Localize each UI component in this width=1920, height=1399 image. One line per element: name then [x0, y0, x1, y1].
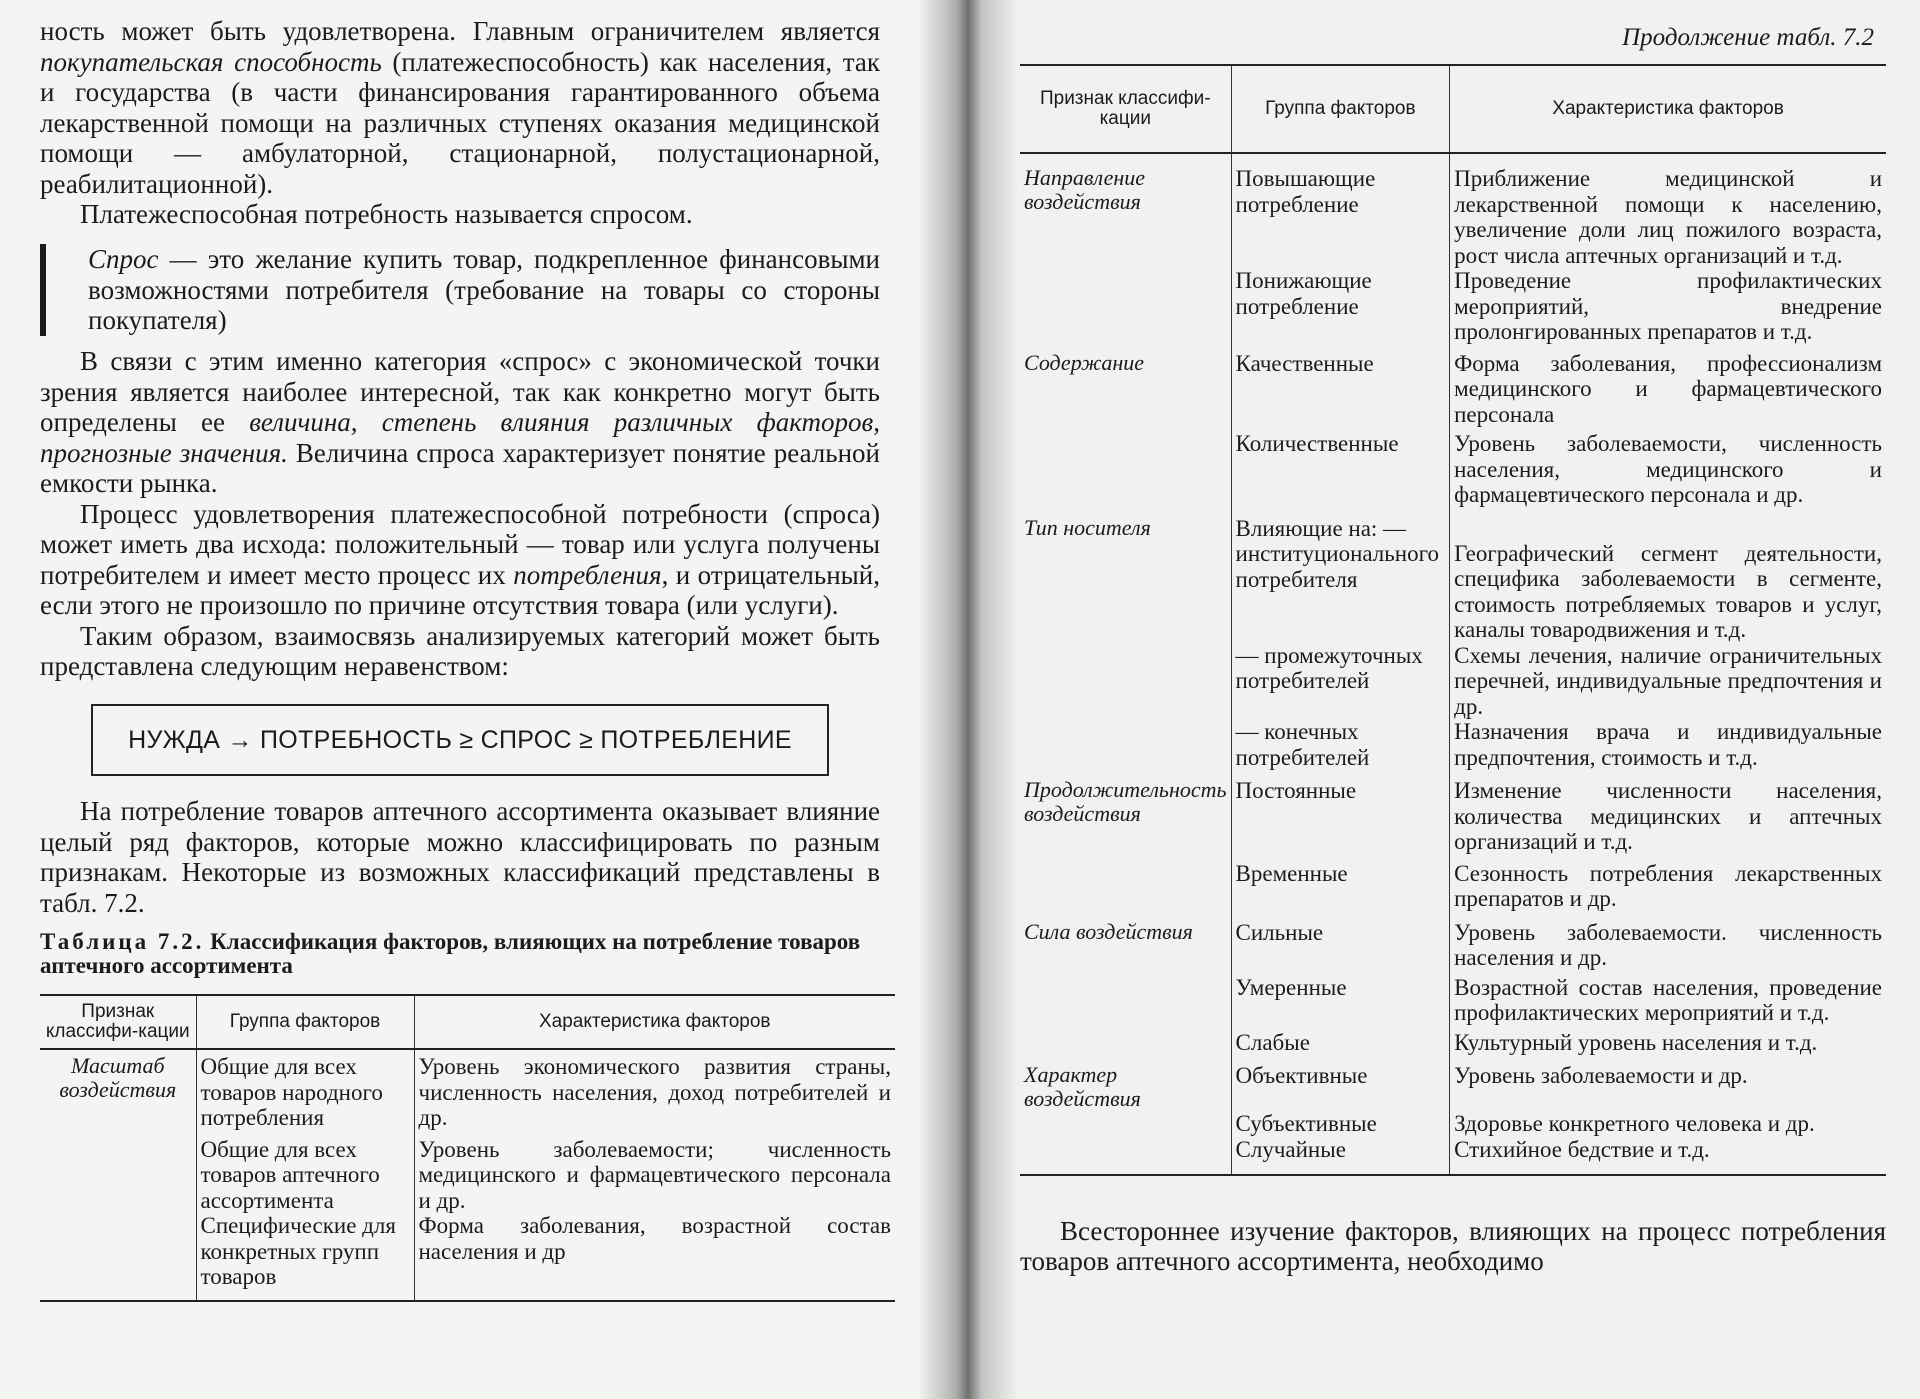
- left-page: [0, 0, 950, 1399]
- characteristic-cell: Уровень заболеваемости; численность медицинского и фармацевтического персонала и др.: [418, 1136, 891, 1213]
- table-row: [1020, 861, 1886, 920]
- group-cell: Повышающие потребление: [1231, 153, 1450, 268]
- formula-box: НУЖДА → ПОТРЕБНОСТЬ ≥ СПРОС ≥ ПОТРЕБЛЕНИЕ: [91, 704, 829, 776]
- criterion-cell: [1020, 431, 1231, 516]
- classification-table-part-1: [40, 994, 895, 1302]
- criterion-cell: [1020, 975, 1231, 1030]
- group-cell: Объективные: [1231, 1063, 1450, 1111]
- group-cell: Общие для всех товаров аптечного ассортимента: [196, 1137, 414, 1214]
- table-row: [1020, 1111, 1886, 1137]
- table-row: [1020, 516, 1886, 643]
- group-cell: — промежуточных потребителей: [1231, 643, 1450, 720]
- table-caption-text: Классификация факторов, влияющих на потребление товаров аптечного ассортимента: [40, 929, 861, 978]
- group-cell: Субъективные: [1231, 1111, 1450, 1137]
- group-cell: — конечных потребителей: [1231, 719, 1450, 778]
- table-header-row: [1020, 65, 1886, 153]
- criterion-cell: [1020, 268, 1231, 351]
- table-caption-label: Таблица 7.2.: [40, 929, 205, 954]
- table-row: [1020, 1063, 1886, 1111]
- table-row: [1020, 431, 1886, 516]
- right-page: [950, 0, 1920, 1399]
- criterion-cell: [1020, 1137, 1231, 1176]
- header-group: Группа факторов: [1231, 65, 1450, 153]
- paragraph-3-5: [40, 346, 880, 682]
- group-cell: Качественные: [1231, 351, 1450, 432]
- paragraph-4: Процесс удовлетворения платежеспособной потребности (спроса) может иметь два исхода: положительный — товар или услуга получены потребителем и имеет место процесс их потребления, и отрицательный, если этого не произошло по причине отсутствия товара (или услуги).: [40, 498, 880, 620]
- characteristic-cell: Проведение профилактических мероприятий, внедрение пролонгированных препаратов и т.д.: [1454, 268, 1882, 344]
- classification-table-part-2: [1020, 64, 1886, 1176]
- characteristic-cell: Возрастной состав населения, проведение профилактических мероприятий и т.д.: [1454, 974, 1882, 1025]
- table-row: [1020, 153, 1886, 268]
- characteristic-cell: Здоровье конкретного человека и др.: [1454, 1111, 1815, 1136]
- table-caption: [40, 930, 890, 978]
- group-cell: Специфические для конкретных групп товаров: [196, 1213, 414, 1301]
- characteristic-cell: Схемы лечения, наличие ограничительных перечней, индивидуальные предпочтения и др.: [1454, 642, 1882, 719]
- header-criterion: Признак классифи-кации: [1020, 65, 1231, 153]
- criterion-cell: [1020, 643, 1231, 720]
- characteristic-cell: Уровень заболеваемости. численность населения и др.: [1454, 919, 1882, 970]
- definition-term: Спрос: [88, 244, 159, 274]
- paragraph-2: Платежеспособная потребность называется спросом.: [80, 199, 693, 229]
- group-cell: Влияющие на: — институционального потребителя: [1231, 516, 1450, 643]
- table-row: [1020, 1137, 1886, 1176]
- paragraph-3: В связи с этим именно категория «спрос» с экономической точки зрения является наиболее интересной, так как конкретно могут быть определены ее величина, степень влияния различных факторов, прогнозные значения. Величина спроса характеризует понятие реальной емкости рынка.: [40, 346, 880, 498]
- header-group: Группа факторов: [196, 995, 414, 1049]
- characteristic-cell: Уровень заболеваемости, численность населения, медицинского и фармацевтического персонала и др.: [1454, 431, 1882, 507]
- group-cell: Количественные: [1231, 431, 1450, 516]
- criterion-cell: Характер воздействия: [1020, 1063, 1231, 1111]
- criterion-cell: [1020, 1111, 1231, 1137]
- paragraph-5: Таким образом, взаимосвязь анализируемых категорий может быть представлена следующим неравенством:: [40, 620, 880, 681]
- criterion-cell: Сила воздействия: [1020, 920, 1231, 975]
- table-row: [1020, 643, 1886, 720]
- paragraph-6: На потребление товаров аптечного ассортимента оказывает влияние целый ряд факторов, которые можно классифицировать по разным признакам. Некоторые из возможных классификаций представлены в табл. 7.2.: [40, 796, 880, 918]
- group-cell: Понижающие потребление: [1231, 268, 1450, 351]
- characteristic-cell: Сезонность потребления лекарственных препаратов и др.: [1454, 860, 1882, 911]
- characteristic-cell: Уровень экономического развития страны, численность населения, доход потребителей и др.: [418, 1054, 891, 1130]
- right-body-text: Всестороннее изучение факторов, влияющих на процесс потребления товаров аптечного ассортимента, необходимо: [1020, 1216, 1886, 1276]
- table-row: [1020, 351, 1886, 432]
- characteristic-cell: Стихийное бедствие и т.д.: [1450, 1137, 1886, 1176]
- table-row: [1020, 920, 1886, 975]
- continuation-header: Продолжение табл. 7.2: [1622, 24, 1874, 51]
- table-row: [1020, 778, 1886, 861]
- group-cell: Случайные: [1231, 1137, 1450, 1176]
- characteristic-cell: Форма заболевания, профессионализм медицинского и фармацевтического персонала: [1454, 350, 1882, 427]
- table-row: [1020, 1030, 1886, 1064]
- criterion-cell: Продолжительность воздействия: [1020, 778, 1231, 861]
- criterion-cell: [1020, 861, 1231, 920]
- table-row: [1020, 975, 1886, 1030]
- characteristic-cell: Приближение медицинской и лекарственной помощи к населению, увеличение доли лиц пожилого возраста, рост числа аптечных организаций и т.д.: [1454, 166, 1882, 268]
- definition-block: [40, 244, 880, 336]
- criterion-cell: Содержание: [1020, 351, 1231, 432]
- group-cell: Постоянные: [1231, 778, 1450, 861]
- criterion-cell: [40, 1213, 196, 1301]
- characteristic-cell: Назначения врача и индивидуальные предпочтения, стоимость и т.д.: [1454, 719, 1882, 770]
- table-row: [40, 1049, 895, 1137]
- criterion-cell: [40, 1137, 196, 1214]
- group-cell: Умеренные: [1231, 975, 1450, 1030]
- characteristic-cell: Культурный уровень населения и т.д.: [1454, 1029, 1818, 1055]
- table-row: [1020, 719, 1886, 778]
- characteristic-cell: Уровень заболеваемости и др.: [1454, 1063, 1748, 1088]
- criterion-cell: [1020, 1030, 1231, 1064]
- characteristic-cell: Изменение численности населения, количества медицинских и аптечных организаций и т.д.: [1454, 778, 1882, 854]
- group-cell: Сильные: [1231, 920, 1450, 975]
- characteristic-cell: Географический сегмент деятельности, специфика заболеваемости в сегменте, стоимость потребляемых товаров и услуг, каналы товародвижения и т.д.: [1454, 540, 1882, 642]
- definition-text: — это желание купить товар, подкрепленное финансовыми возможностями потребителя (требование на товары со стороны покупателя): [88, 244, 880, 335]
- criterion-cell: Направление воздействия: [1020, 153, 1231, 268]
- header-characteristic: Характеристика факторов: [414, 995, 895, 1049]
- table-row: [1020, 268, 1886, 351]
- table-row: [40, 1213, 895, 1301]
- criterion-cell: [1020, 719, 1231, 778]
- group-cell: Слабые: [1231, 1030, 1450, 1064]
- group-cell: Общие для всех товаров народного потребления: [196, 1049, 414, 1137]
- criterion-cell: Тип носителя: [1020, 516, 1231, 643]
- criterion-cell: Масштаб воздействия: [40, 1049, 196, 1137]
- paragraph-1: ность может быть удовлетворена. Главным ограничителем является покупательская способность (платежеспособность) как населения, так и государства (в части финансирования гарантированного объема лекарственной помощи на различных ступенях оказания медицинской помощи — амбулаторной, стационарной, полустационарной, реабилитационной). Платежеспособная потребность называется спросом.: [40, 16, 880, 229]
- table-row: [40, 1137, 895, 1214]
- header-criterion: Признак классифи-кации: [40, 995, 196, 1049]
- characteristic-cell: Форма заболевания, возрастной состав населения и др: [414, 1213, 895, 1301]
- table-header-row: [40, 995, 895, 1049]
- group-cell: Временные: [1231, 861, 1450, 920]
- header-characteristic: Характеристика факторов: [1450, 65, 1886, 153]
